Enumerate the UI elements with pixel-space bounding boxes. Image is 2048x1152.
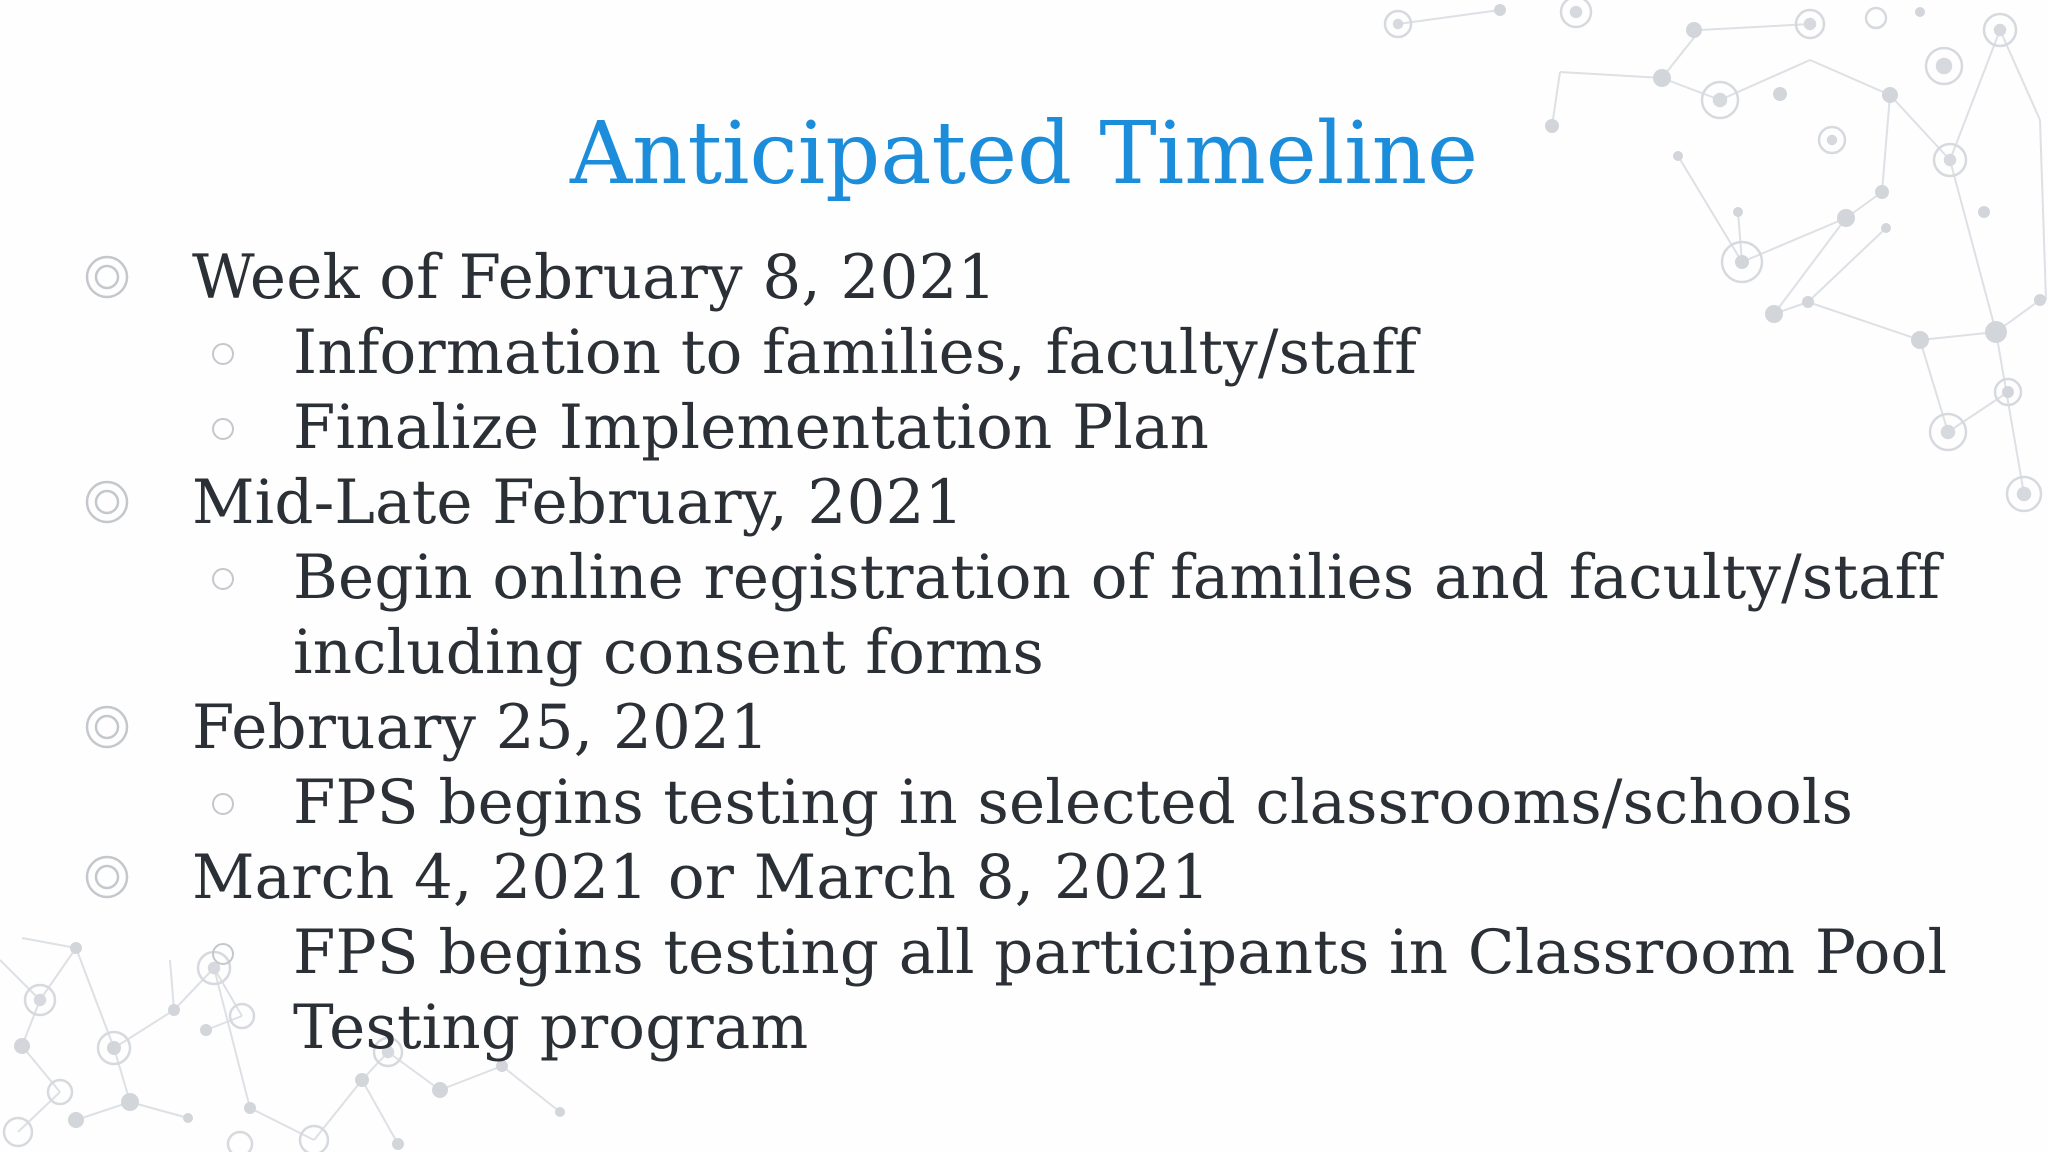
- timeline-subitem-text: Information to families, faculty/staff: [293, 317, 1417, 388]
- timeline-subitem-text: including consent forms: [293, 617, 1045, 688]
- timeline-date: Week of February 8, 2021: [192, 242, 997, 313]
- timeline-subitem-text: Finalize Implementation Plan: [293, 392, 1210, 463]
- hollow-circle-bullet-icon: [211, 942, 235, 966]
- double-ring-bullet-icon: [84, 854, 130, 900]
- timeline-date: February 25, 2021: [192, 692, 770, 763]
- timeline-subitem-continuation: [0, 615, 2048, 690]
- timeline-item: [0, 465, 2048, 540]
- timeline-subitem: [0, 765, 2048, 840]
- double-ring-bullet-icon: [84, 704, 130, 750]
- slide-title: Anticipated Timeline: [570, 104, 1478, 204]
- timeline-subitem: [0, 315, 2048, 390]
- hollow-circle-bullet-icon: [211, 342, 235, 366]
- timeline-date: March 4, 2021 or March 8, 2021: [192, 842, 1210, 913]
- timeline-item: [0, 240, 2048, 315]
- timeline-list: [0, 240, 2048, 1065]
- timeline-subitem-text: Testing program: [293, 992, 809, 1063]
- timeline-subitem-continuation: [0, 990, 2048, 1065]
- double-ring-bullet-icon: [84, 479, 130, 525]
- timeline-subitem: [0, 540, 2048, 615]
- timeline-subitem-text: FPS begins testing in selected classrooms/schools: [293, 767, 1854, 838]
- timeline-item: [0, 840, 2048, 915]
- timeline-subitem: [0, 915, 2048, 990]
- timeline-subitem: [0, 390, 2048, 465]
- double-ring-bullet-icon: [84, 254, 130, 300]
- timeline-subitem-text: Begin online registration of families and faculty/staff: [293, 542, 1941, 613]
- hollow-circle-bullet-icon: [211, 567, 235, 591]
- timeline-subitem-text: FPS begins testing all participants in Classroom Pool: [293, 917, 1948, 988]
- timeline-date: Mid-Late February, 2021: [192, 467, 964, 538]
- hollow-circle-bullet-icon: [211, 792, 235, 816]
- hollow-circle-bullet-icon: [211, 417, 235, 441]
- timeline-item: [0, 690, 2048, 765]
